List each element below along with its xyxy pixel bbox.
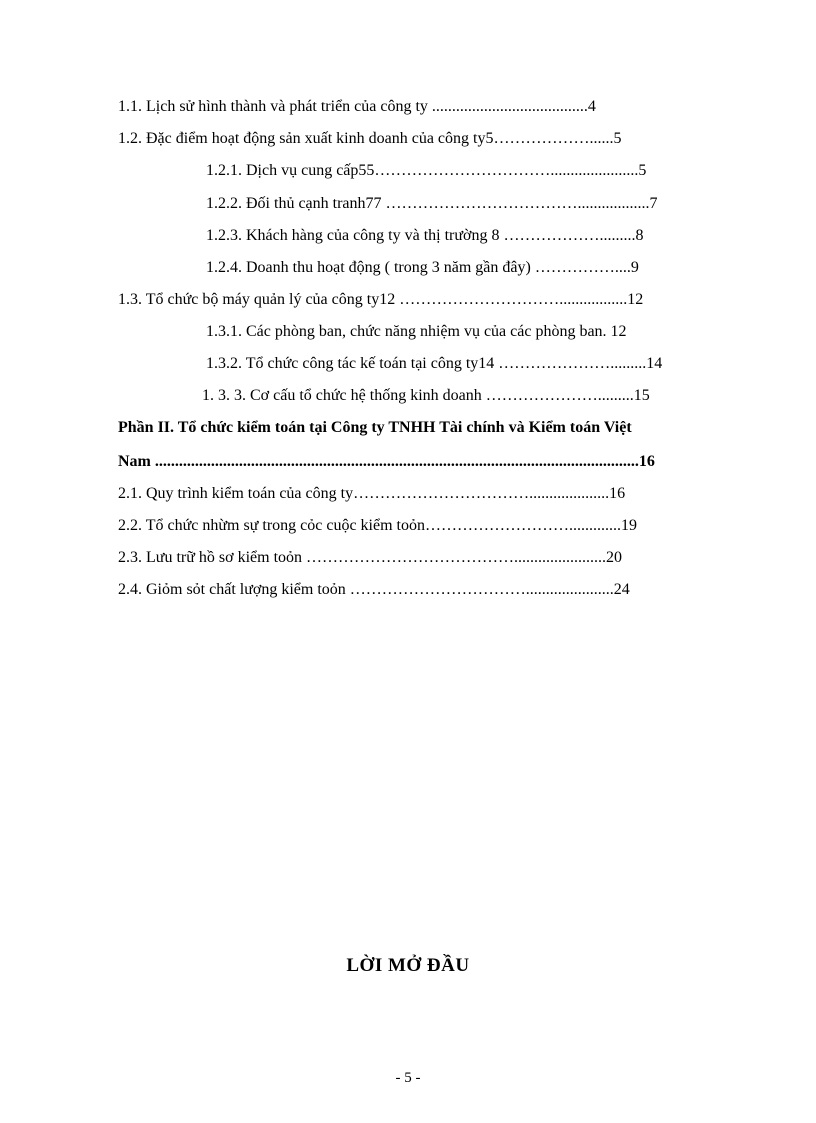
toc-entry-part-2-line-2: Nam .........................................................................................................................16: [118, 453, 655, 470]
toc-entry-1-2-2: 1.2.2. Đối thủ cạnh tranh77 ………………………………..................7: [206, 195, 658, 212]
toc-entry-2-4: 2.4. Giỏm sỏt chất lượng kiểm toỏn ……………………………......................24: [118, 581, 630, 598]
toc-entry-1-3-1: 1.3.1. Các phòng ban, chức năng nhiệm vụ của các phòng ban. 12: [206, 323, 627, 340]
section-heading: LỜI MỞ ĐẦU: [346, 955, 470, 976]
toc-entry-2-2: 2.2. Tổ chức nhừm sự trong cỏc cuộc kiểm toỏn……………………….............19: [118, 517, 637, 534]
toc-entry-1-2-3: 1.2.3. Khách hàng của công ty và thị trường 8 ……………….........8: [206, 227, 644, 244]
toc-entry-2-3: 2.3. Lưu trữ hồ sơ kiểm toỏn ………………………………….......................20: [118, 549, 623, 566]
toc-entry-part-2-line-1: Phần II. Tổ chức kiểm toán tại Công ty TNHH Tài chính và Kiểm toán Việt: [118, 419, 632, 436]
toc-entry-1-1: 1.1. Lịch sử hình thành và phát triển của công ty .......................................4: [118, 98, 596, 115]
toc-entry-1-2-4: 1.2.4. Doanh thu hoạt động ( trong 3 năm gần đây) ……………....9: [206, 259, 639, 276]
toc-entry-1-3-3: 1. 3. 3. Cơ cấu tổ chức hệ thống kinh doanh ………………….........15: [202, 387, 650, 404]
toc-entry-1-3-2: 1.3.2. Tổ chức công tác kế toán tại công ty14 ………………….........14: [206, 355, 663, 372]
toc-entry-1-2: 1.2. Đặc điểm hoạt động sản xuất kinh doanh của công ty5………………......5: [118, 130, 622, 147]
page-number: - 5 -: [395, 1070, 421, 1086]
toc-entry-1-2-1: 1.2.1. Dịch vụ cung cấp55……………………………......................5: [206, 162, 647, 179]
toc-entry-1-3: 1.3. Tổ chức bộ máy quản lý của công ty12 ………………………….................12: [118, 291, 644, 308]
toc-entry-2-1: 2.1. Quy trình kiểm toán của công ty……………………………....................16: [118, 485, 626, 502]
